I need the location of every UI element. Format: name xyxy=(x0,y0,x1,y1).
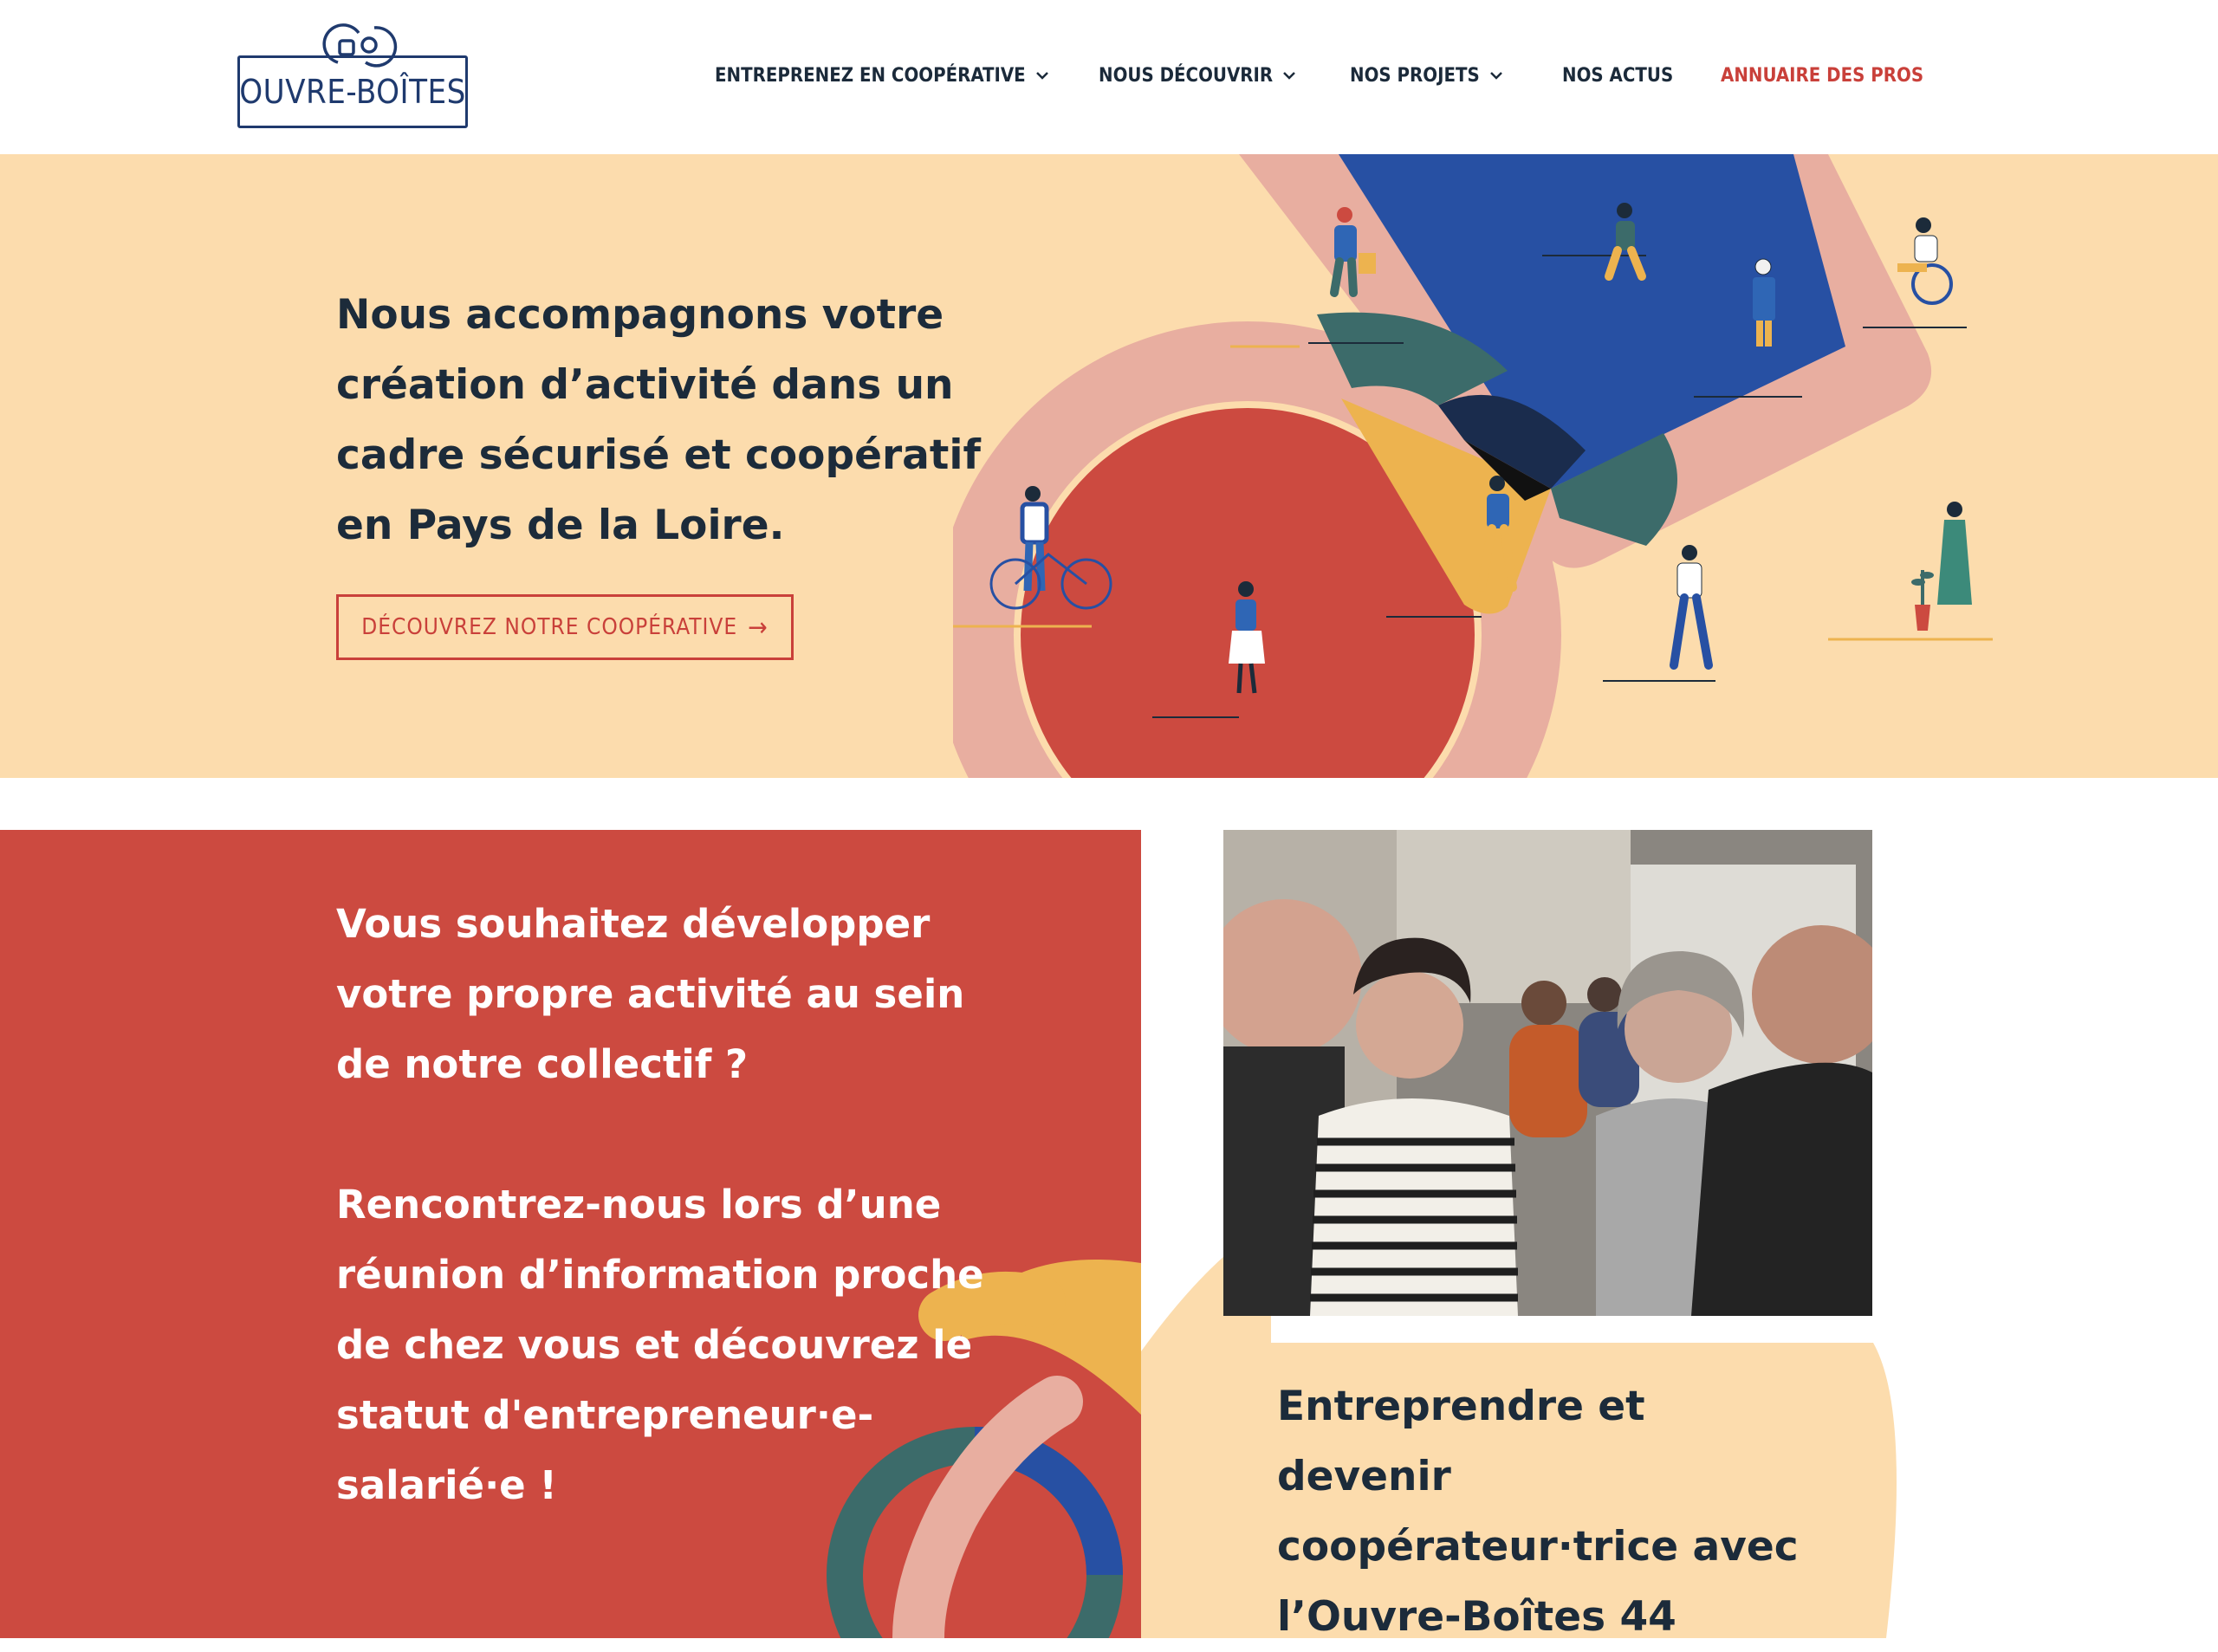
person-figure xyxy=(1897,217,1951,303)
info-paragraph-2: Rencontrez-nous lors d’une réunion d’information proche de chez vous et découvrez le statut d'entrepreneur·e-salarié·e ! xyxy=(336,1182,984,1508)
chevron-down-icon xyxy=(1281,69,1297,81)
chevron-down-icon xyxy=(1488,69,1504,81)
nav-nos-projets[interactable] xyxy=(1350,61,1504,90)
card-title: Entreprendre et devenir coopérateur·trice avec l’Ouvre-Boîtes 44 xyxy=(1277,1383,1799,1641)
hero-title: Nous accompagnons votre création d’activité dans un cadre sécurisé et coopératif en Pays de la Loire. xyxy=(336,291,981,549)
cooperative-meeting-photo xyxy=(1223,830,1872,1316)
info-paragraph-1: Vous souhaitez développer votre propre activité au sein de notre collectif ? xyxy=(336,901,965,1087)
info-meeting-panel xyxy=(0,830,1141,1638)
arrow-right-icon: → xyxy=(748,612,769,643)
hero-section xyxy=(0,154,2218,778)
logo[interactable] xyxy=(236,19,475,132)
discover-cooperative-button[interactable] xyxy=(336,594,794,660)
chevron-down-icon xyxy=(1034,69,1050,81)
nav-nous-decouvrir[interactable] xyxy=(1099,61,1297,90)
nav-label: NOS ACTUS xyxy=(1562,64,1674,87)
nav-label: NOUS DÉCOUVRIR xyxy=(1099,64,1274,87)
nav-entreprenez-en-cooperative[interactable] xyxy=(715,61,1050,90)
person-figure xyxy=(1674,545,1709,665)
logo-text: OUVRE-BOÎTES xyxy=(239,73,466,111)
nav-label: ANNUAIRE DES PROS xyxy=(1721,64,1924,87)
site-header xyxy=(0,0,2218,154)
person-figure xyxy=(1911,502,1972,631)
nav-annuaire-des-pros[interactable] xyxy=(1721,61,1923,90)
nav-nos-actus[interactable] xyxy=(1562,61,1673,90)
button-label: DÉCOUVREZ NOTRE COOPÉRATIVE xyxy=(361,614,738,640)
nav-label: ENTREPRENEZ EN COOPÉRATIVE xyxy=(715,64,1026,87)
nav-label: NOS PROJETS xyxy=(1350,64,1480,87)
hero-illustration xyxy=(953,154,2079,778)
photo-illustration xyxy=(1223,830,1872,1316)
info-text xyxy=(336,889,1012,1520)
